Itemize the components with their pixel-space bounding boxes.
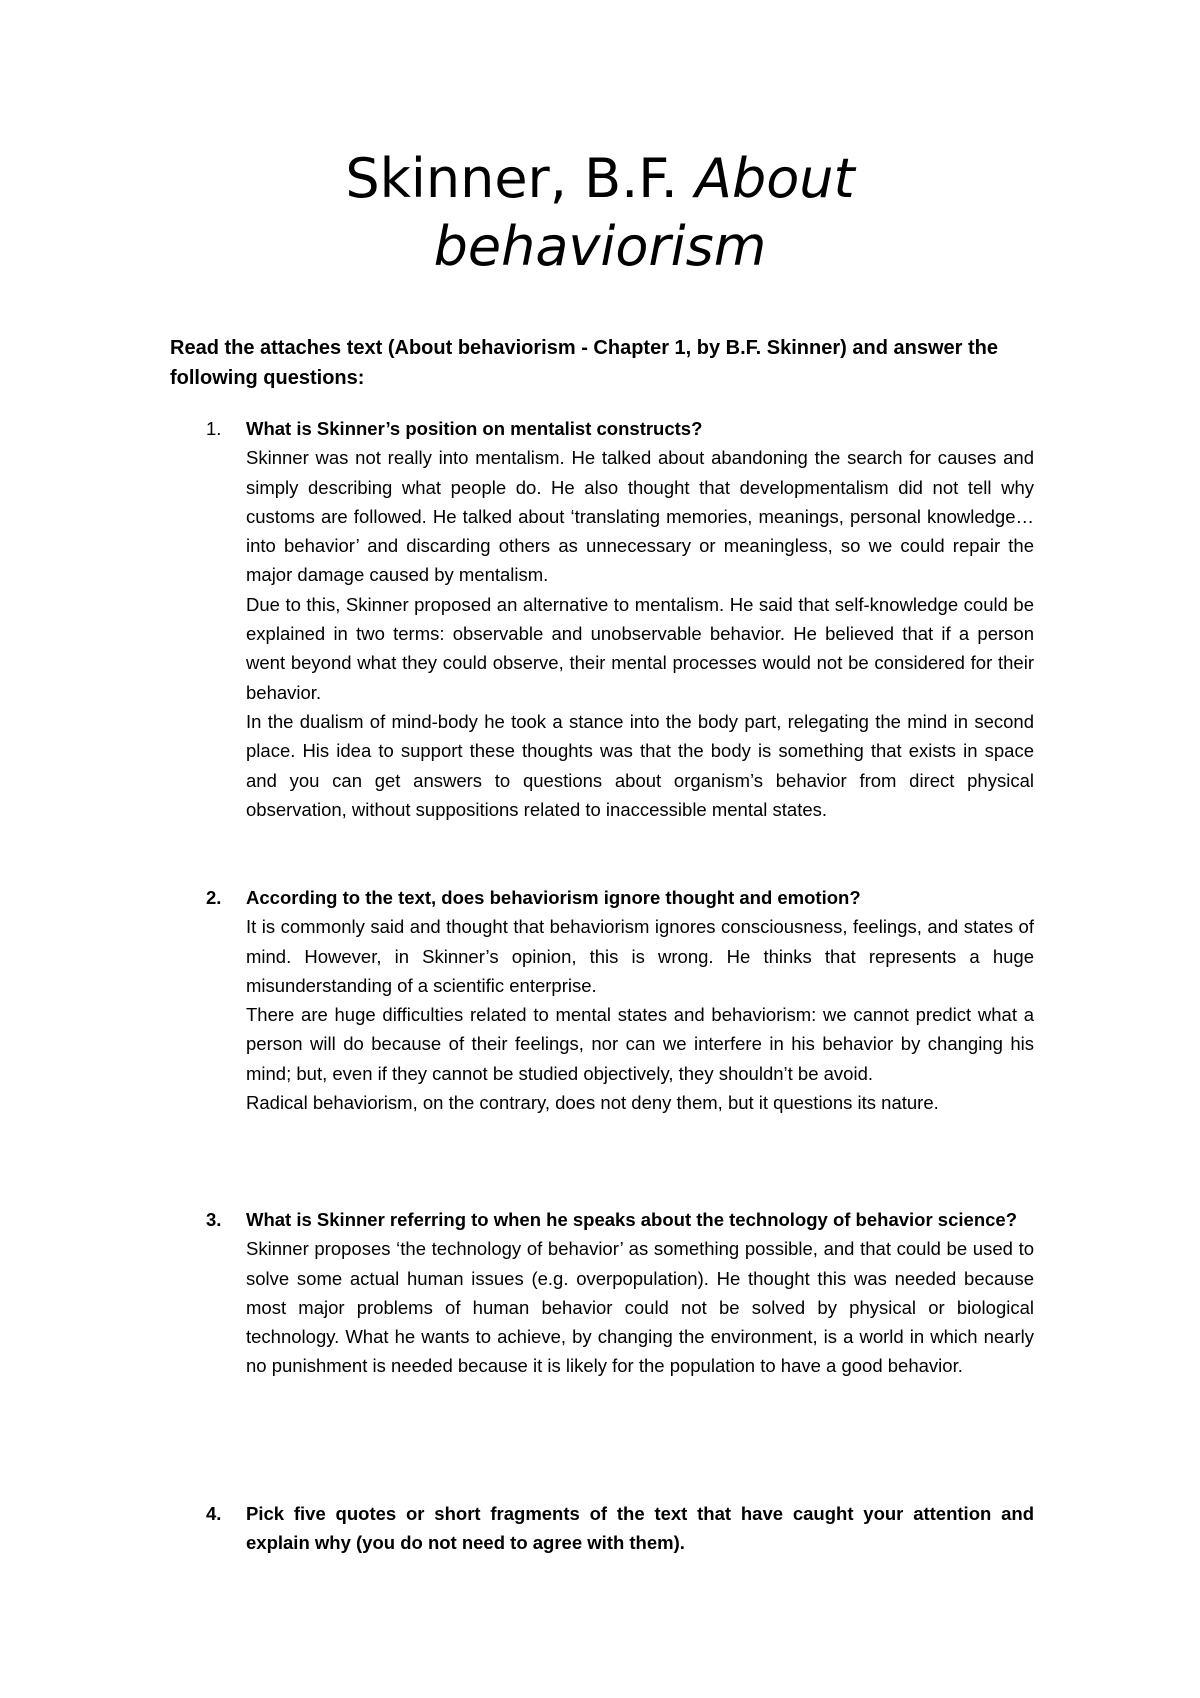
question-text: According to the text, does behaviorism ignore thought and emotion? (246, 887, 861, 908)
document-title (170, 145, 1030, 281)
instructions: Read the attaches text (About behaviorism - Chapter 1, by B.F. Skinner) and answer the following questions: (170, 337, 998, 389)
answer-paragraph: Radical behaviorism, on the contrary, does not deny them, but it questions its nature. (246, 1092, 939, 1114)
question-4 (170, 1499, 1034, 1558)
question-number: 3. (206, 1209, 222, 1230)
answer-paragraph: There are huge difficulties related to mental states and behaviorism: we cannot predict what a person will do because of their feelings, nor can we interfere in his behavior by changing his mind; but, even if they cannot be studied objectively, they shouldn’t be avoid. (246, 1004, 1034, 1084)
question-body (246, 414, 1034, 824)
question-number: 4. (206, 1503, 222, 1524)
question-body (246, 883, 1034, 1117)
question-number: 1. (206, 418, 222, 439)
question-body (246, 1499, 1034, 1558)
title-author: Skinner, B.F. (345, 147, 696, 210)
answer-paragraph: In the dualism of mind-body he took a stance into the body part, relegating the mind in second place. His idea to support these thoughts was that the body is something that exists in space and you can get answers to questions about organism’s behavior from direct physical observation, without suppositions related to inaccessible mental states. (246, 710, 1034, 820)
answer-paragraph: Due to this, Skinner proposed an alternative to mentalism. He said that self-knowledge could be explained in two terms: observable and unobservable behavior. He believed that if a person went beyond what they could observe, their mental processes would not be considered for their behavior. (246, 593, 1034, 703)
answer-paragraph: Skinner was not really into mentalism. He talked about abandoning the search for causes and simply describing what people do. He also thought that developmentalism did not tell why customs are followed. He talked about ‘translating memories, meanings, personal knowledge… into behavior’ and discarding others as unnecessary or meaningless, so we could repair the major damage caused by mentalism. (246, 447, 1034, 586)
title-book-part-2: behaviorism (433, 215, 767, 278)
question-text: What is Skinner’s position on mentalist constructs? (246, 418, 703, 439)
question-2 (170, 883, 1034, 1117)
question-number: 2. (206, 887, 222, 908)
answer-paragraph: It is commonly said and thought that behaviorism ignores consciousness, feelings, and states of mind. However, in Skinner’s opinion, this is wrong. He thinks that represents a huge misunderstanding of a scientific enterprise. (246, 916, 1034, 996)
question-text: Pick five quotes or short fragments of the text that have caught your attention and explain why (you do not need to agree with them). (246, 1503, 1034, 1554)
question-body (246, 1205, 1034, 1381)
question-1 (170, 414, 1034, 824)
question-3 (170, 1205, 1034, 1381)
title-book-part-1: About (695, 147, 855, 210)
answer-paragraph: Skinner proposes ‘the technology of behavior’ as something possible, and that could be used to solve some actual human issues (e.g. overpopulation). He thought this was needed because most major problems of human behavior could not be solved by physical or biological technology. What he wants to achieve, by changing the environment, is a world in which nearly no punishment is needed because it is likely for the population to have a good behavior. (246, 1238, 1034, 1377)
question-text: What is Skinner referring to when he speaks about the technology of behavior science? (246, 1209, 1017, 1230)
